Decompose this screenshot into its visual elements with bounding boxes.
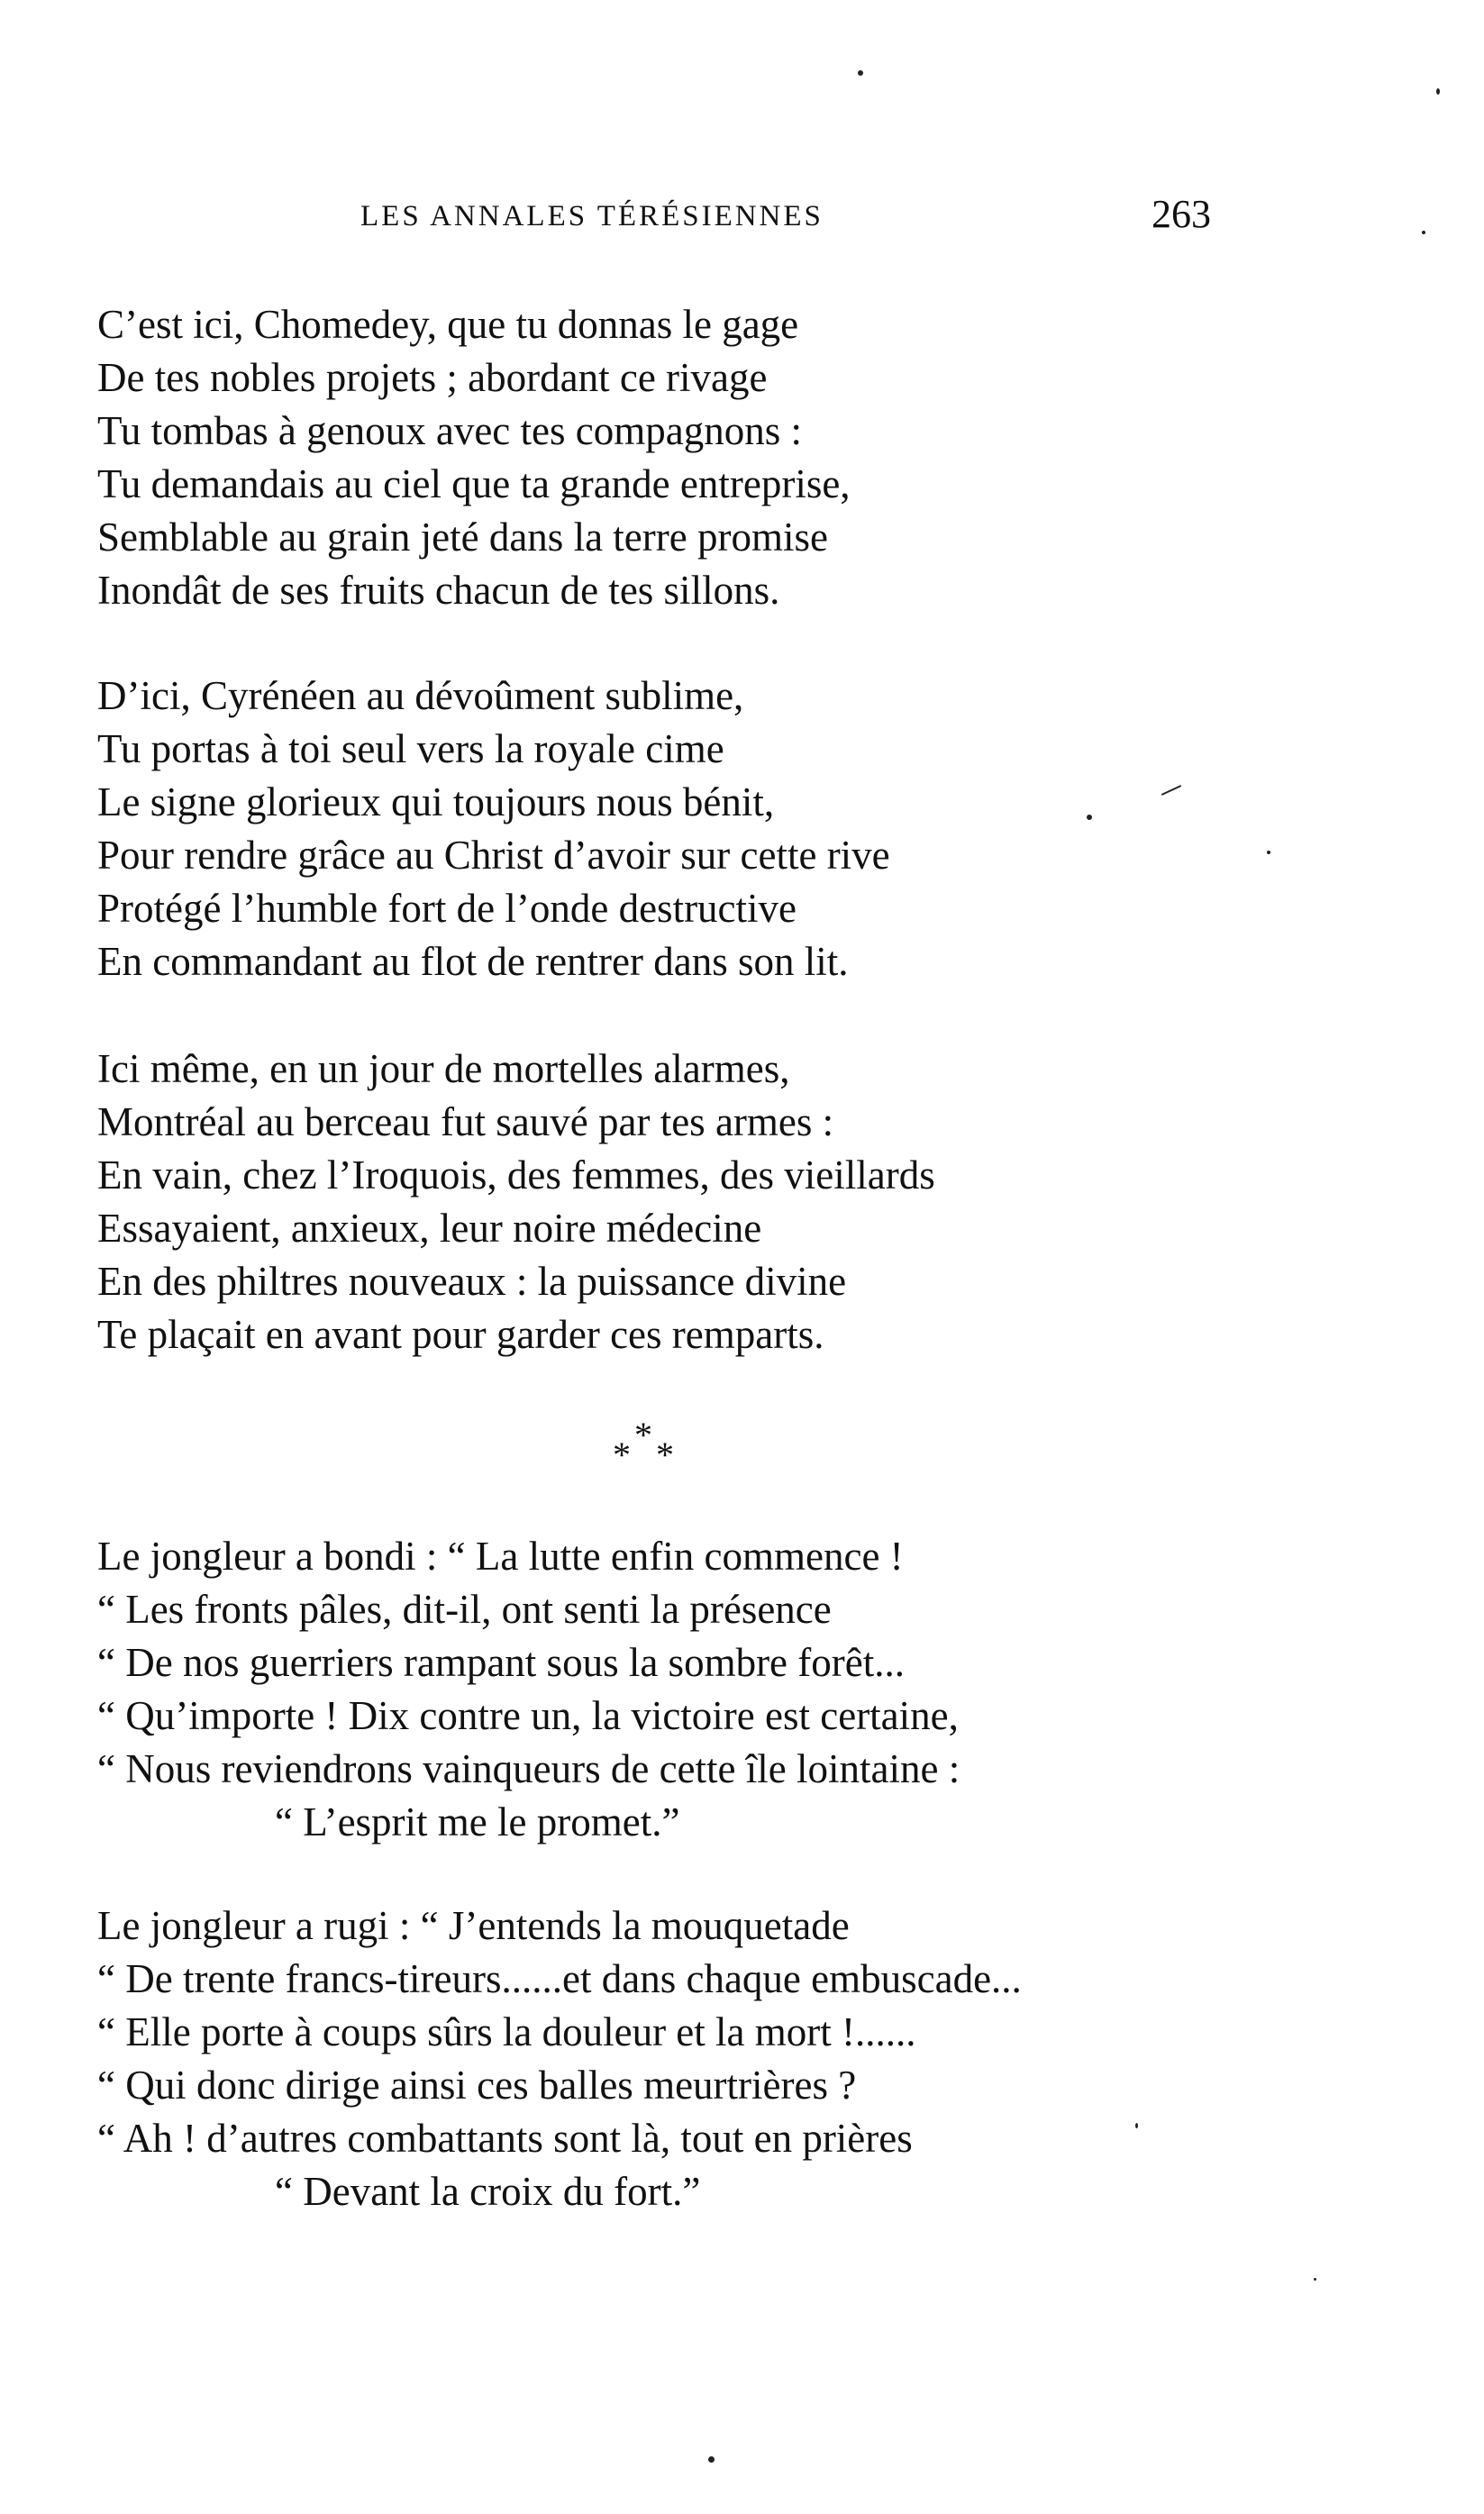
verse-line: Le jongleur a rugi : “ J’entends la mouquetade xyxy=(97,1903,850,1948)
verse-line: C’est ici, Chomedey, que tu donnas le gage xyxy=(97,302,799,347)
verse-line: Le jongleur a bondi : “ La lutte enfin commence ! xyxy=(97,1534,904,1579)
scan-speck xyxy=(1422,231,1425,234)
verse-line: “ Elle porte à coups sûrs la douleur et la mort !...... xyxy=(97,2009,916,2054)
scan-speck xyxy=(1314,2278,1316,2281)
verse-line: “ De nos guerriers rampant sous la sombre forêt... xyxy=(97,1640,905,1685)
asterism-star: * xyxy=(634,1415,652,1455)
verse-line: En vain, chez l’Iroquois, des femmes, des vieillards xyxy=(97,1152,935,1198)
verse-line: “ Qu’importe ! Dix contre un, la victoire est certaine, xyxy=(97,1693,959,1738)
verse-refrain: “ L’esprit me le promet.” xyxy=(275,1799,680,1845)
verse-line: Inondât de ses fruits chacun de tes sillons. xyxy=(97,568,780,613)
verse-line: “ De trente francs-tireurs......et dans chaque embuscade... xyxy=(97,1956,1022,2001)
verse-line: En commandant au flot de rentrer dans son lit. xyxy=(97,939,849,984)
verse-line: Semblable au grain jeté dans la terre promise xyxy=(97,515,828,560)
verse-line: “ Nous reviendrons vainqueurs de cette île lointaine : xyxy=(97,1746,961,1791)
page-number: 263 xyxy=(1152,192,1211,236)
scan-speck xyxy=(1135,2123,1138,2128)
verse-line: En des philtres nouveaux : la puissance divine xyxy=(97,1259,847,1304)
verse-line: D’ici, Cyrénéen au dévoûment sublime, xyxy=(97,673,744,718)
verse-line: Montréal au berceau fut sauvé par tes armes : xyxy=(97,1099,834,1144)
verse-line: Tu portas à toi seul vers la royale cime xyxy=(97,726,724,771)
asterism-star: * xyxy=(656,1435,674,1475)
verse-line: Tu demandais au ciel que ta grande entreprise, xyxy=(97,461,851,506)
verse-line: Ici même, en un jour de mortelles alarmes, xyxy=(97,1046,790,1091)
verse-line: Pour rendre grâce au Christ d’avoir sur cette rive xyxy=(97,833,890,878)
running-title: LES ANNALES TÉRÉSIENNES xyxy=(360,200,824,232)
scan-speck xyxy=(708,2456,715,2463)
verse-line: “ Ah ! d’autres combattants sont là, tout en prières xyxy=(97,2116,913,2161)
scan-speck xyxy=(1267,851,1270,854)
verse-line: Te plaçait en avant pour garder ces remparts. xyxy=(97,1312,824,1357)
verse-line: “ Les fronts pâles, dit-il, ont senti la présence xyxy=(97,1587,832,1632)
asterism-separator xyxy=(605,1415,687,1475)
scan-speck xyxy=(858,70,863,76)
asterism-star: * xyxy=(613,1435,631,1475)
scan-speck xyxy=(1436,88,1440,95)
verse-line: “ Qui donc dirige ainsi ces balles meurtrières ? xyxy=(97,2063,857,2108)
scan-speck xyxy=(1161,785,1182,796)
verse-line: Le signe glorieux qui toujours nous bénit, xyxy=(97,779,775,824)
verse-line: Protégé l’humble fort de l’onde destructive xyxy=(97,886,797,931)
verse-line: Tu tombas à genoux avec tes compagnons : xyxy=(97,408,802,453)
verse-line: Essayaient, anxieux, leur noire médecine xyxy=(97,1206,762,1251)
verse-line: De tes nobles projets ; abordant ce rivage xyxy=(97,355,768,400)
verse-refrain: “ Devant la croix du fort.” xyxy=(275,2169,701,2214)
scan-speck xyxy=(1087,815,1092,820)
